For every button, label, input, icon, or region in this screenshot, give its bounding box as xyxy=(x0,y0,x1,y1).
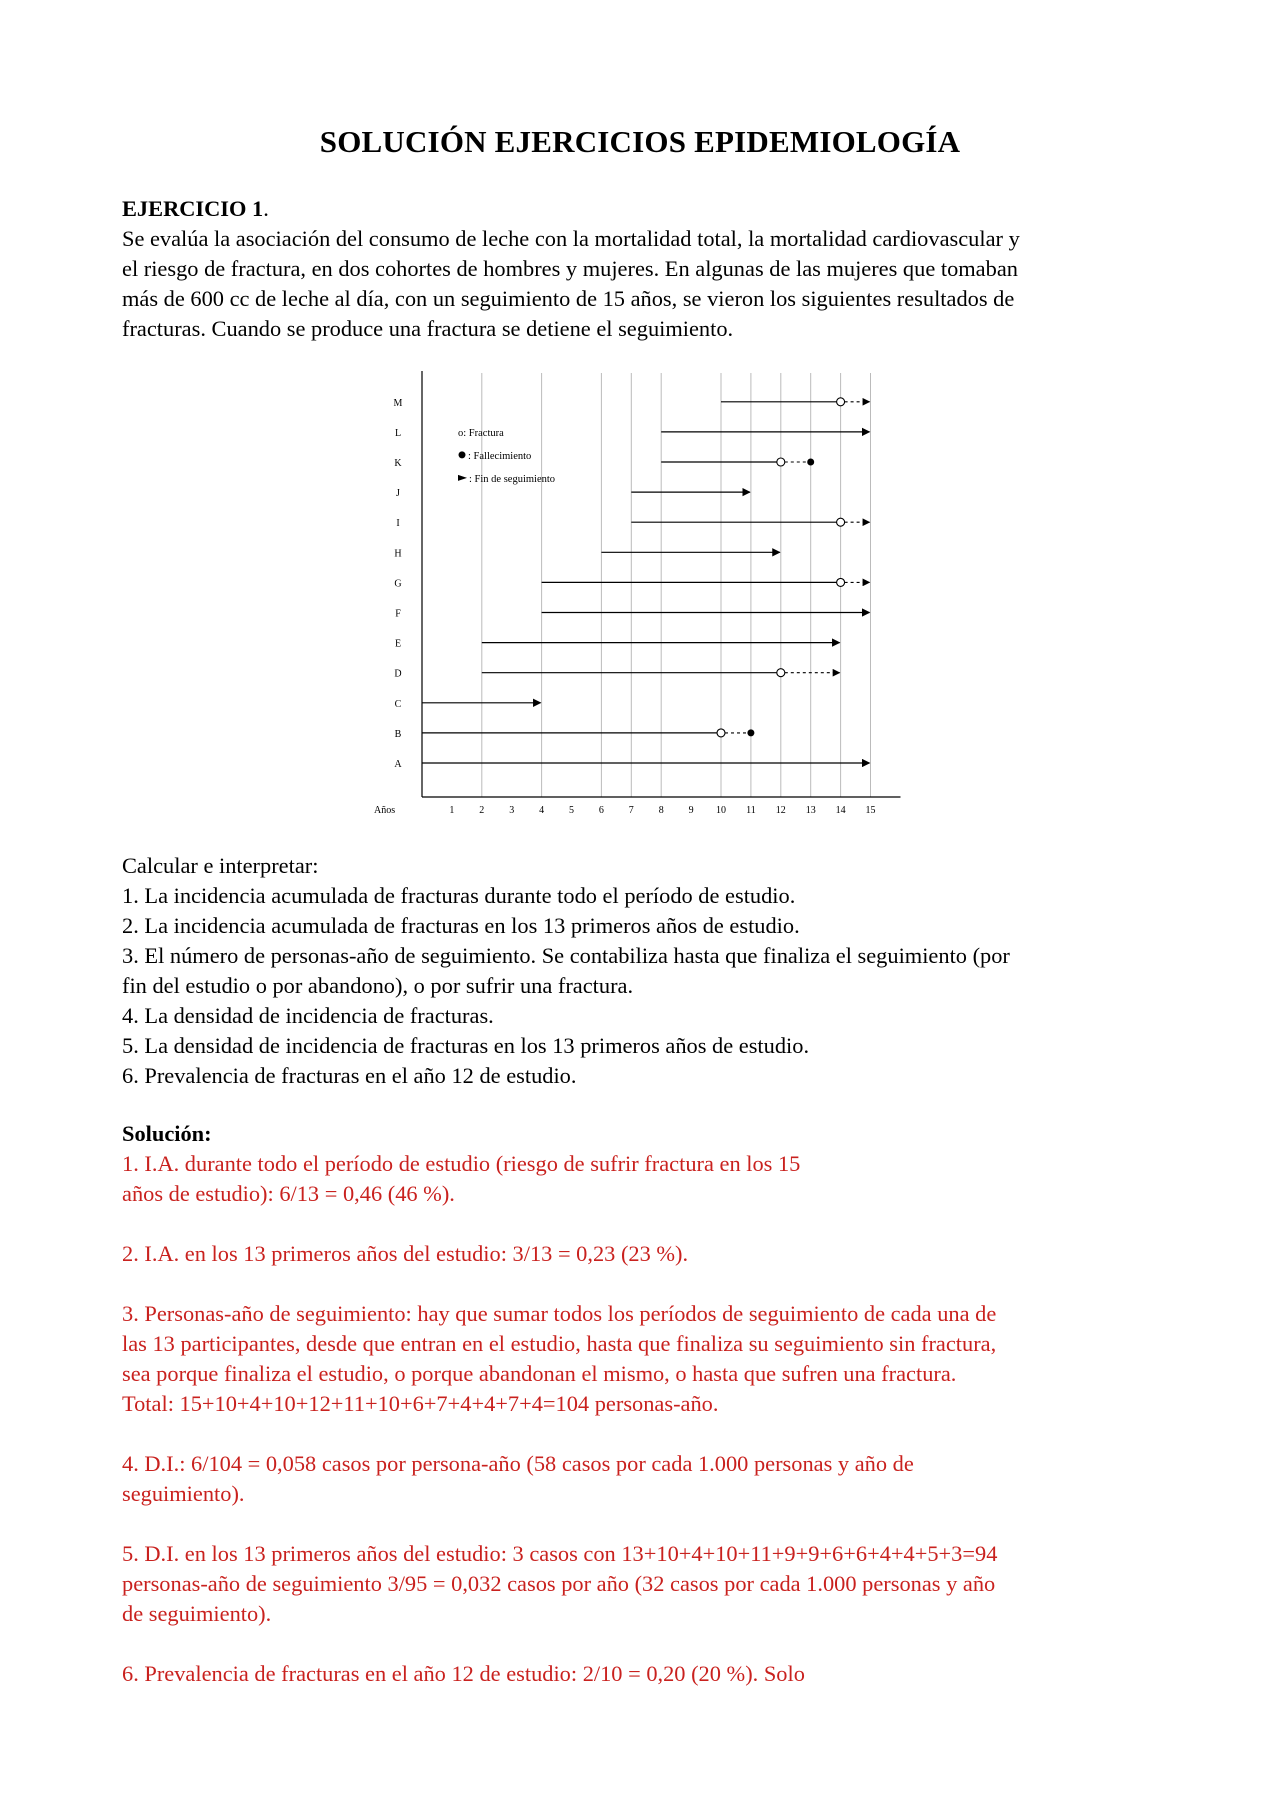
death-marker xyxy=(807,459,814,466)
blank-line xyxy=(122,1209,1182,1239)
page-title: SOLUCIÓN EJERCICIOS EPIDEMIOLOGÍA xyxy=(319,124,961,159)
legend-end-icon xyxy=(458,475,467,481)
death-marker xyxy=(747,729,754,736)
question-item: 3. El número de personas-año de seguimiento. Se contabiliza hasta que finaliza el seguimiento (por xyxy=(122,943,1010,968)
x-tick-label: 3 xyxy=(509,805,515,816)
x-tick-label: 14 xyxy=(835,805,846,816)
row-label: F xyxy=(395,608,401,620)
fracture-marker xyxy=(777,669,785,677)
row-label: H xyxy=(394,548,402,560)
row-label: J xyxy=(396,488,400,500)
x-tick-label: 8 xyxy=(658,805,664,816)
fracture-marker xyxy=(837,518,845,526)
x-tick-label: 13 xyxy=(805,805,816,816)
row-label: G xyxy=(394,578,402,590)
solution-line: 4. D.I.: 6/104 = 0,058 casos por persona-año (58 casos por cada 1.000 personas y año de xyxy=(122,1451,914,1476)
row-label: B xyxy=(394,728,402,740)
solution-line: 3. Personas-año de seguimiento: hay que sumar todos los períodos de seguimiento de cada una de xyxy=(122,1301,997,1326)
solution-line: seguimiento). xyxy=(122,1481,245,1506)
question-item: 2. La incidencia acumulada de fracturas en los 13 primeros años de estudio. xyxy=(122,913,800,938)
row-label: D xyxy=(394,668,402,680)
solution-block xyxy=(122,1119,1182,1689)
solution-line: 5. D.I. en los 13 primeros años del estudio: 3 casos con 13+10+4+10+11+9+9+6+6+4+4+5+3=94 xyxy=(122,1541,998,1566)
blank-line xyxy=(122,1629,1182,1659)
solution-line: 6. Prevalencia de fracturas en el año 12 de estudio: 2/10 = 0,20 (20 %). Solo xyxy=(122,1661,805,1686)
row-label: E xyxy=(394,638,402,650)
question-item: 1. La incidencia acumulada de fracturas durante todo el período de estudio. xyxy=(122,883,796,908)
x-tick-label: 9 xyxy=(688,805,694,816)
follow-up-timeline-chart xyxy=(370,365,910,817)
x-tick-label: 1 xyxy=(449,805,455,816)
intro-line: fracturas. Cuando se produce una fractura se detiene el seguimiento. xyxy=(122,316,734,341)
solution-heading: Solución: xyxy=(122,1121,212,1146)
x-tick-label: 11 xyxy=(746,805,756,816)
intro-line: el riesgo de fractura, en dos cohortes de hombres y mujeres. En algunas de las mujeres que tomaban xyxy=(122,256,1018,281)
legend-end: : Fin de seguimiento xyxy=(469,473,556,485)
row-label: K xyxy=(394,458,402,469)
x-tick-label: 7 xyxy=(628,805,634,816)
x-tick-label: 4 xyxy=(539,805,545,816)
legend-death-icon xyxy=(459,451,466,458)
solution-line: años de estudio): 6/13 = 0,46 (46 %). xyxy=(122,1181,455,1206)
exercise-block xyxy=(122,194,1182,344)
blank-line xyxy=(122,1509,1182,1539)
row-label: A xyxy=(394,759,402,770)
fracture-marker xyxy=(717,729,725,737)
solution-line: 2. I.A. en los 13 primeros años del estudio: 3/13 = 0,23 (23 %). xyxy=(122,1241,689,1266)
solution-line: Total: 15+10+4+10+12+11+10+6+7+4+4+7+4=104 personas-año. xyxy=(122,1391,719,1416)
row-label: C xyxy=(394,698,402,710)
row-label: M xyxy=(393,397,403,409)
question-item: 6. Prevalencia de fracturas en el año 12 de estudio. xyxy=(122,1063,577,1088)
questions-block xyxy=(122,851,1182,1091)
solution-line: sea porque finaliza el estudio, o porque abandonan el mismo, o hasta que sufren una fractura. xyxy=(122,1361,957,1386)
solution-line: personas-año de seguimiento 3/95 = 0,032 casos por año (32 casos por cada 1.000 personas y año xyxy=(122,1571,996,1596)
row-label: I xyxy=(396,518,400,530)
question-item: fin del estudio o por abandono), o por sufrir una fractura. xyxy=(122,973,634,998)
x-tick-label: 6 xyxy=(598,805,604,816)
intro-line: más de 600 cc de leche al día, con un seguimiento de 15 años, se vieron los siguientes resultados de xyxy=(122,286,1015,311)
x-tick-label: 5 xyxy=(569,805,574,816)
question-item: 4. La densidad de incidencia de fracturas. xyxy=(122,1003,494,1028)
x-tick-label: 12 xyxy=(775,805,786,816)
solution-line: de seguimiento). xyxy=(122,1601,272,1626)
blank-line xyxy=(122,1419,1182,1449)
x-tick-label: 10 xyxy=(716,805,726,816)
intro-line: Se evalúa la asociación del consumo de leche con la mortalidad total, la mortalidad cardiovascular y xyxy=(122,226,1020,251)
fracture-marker xyxy=(837,578,845,586)
question-item: 5. La densidad de incidencia de fracturas en los 13 primeros años de estudio. xyxy=(122,1033,810,1058)
row-label: L xyxy=(394,427,402,439)
questions-lead: Calcular e interpretar: xyxy=(122,853,319,878)
x-tick-label: 15 xyxy=(865,805,876,816)
fracture-marker xyxy=(837,398,845,406)
legend-fracture: o: Fractura xyxy=(458,427,504,439)
x-tick-label: 2 xyxy=(479,805,485,816)
solution-line: 1. I.A. durante todo el período de estudio (riesgo de sufrir fractura en los 15 xyxy=(122,1151,801,1176)
solution-line: las 13 participantes, desde que entran en el estudio, hasta que finaliza su seguimiento sin fractura, xyxy=(122,1331,997,1356)
x-axis-label: Años xyxy=(374,805,396,816)
blank-line xyxy=(122,1269,1182,1299)
legend-death: : Fallecimiento xyxy=(468,450,532,462)
exercise-heading: EJERCICIO 1. xyxy=(122,196,269,221)
fracture-marker xyxy=(777,458,785,466)
